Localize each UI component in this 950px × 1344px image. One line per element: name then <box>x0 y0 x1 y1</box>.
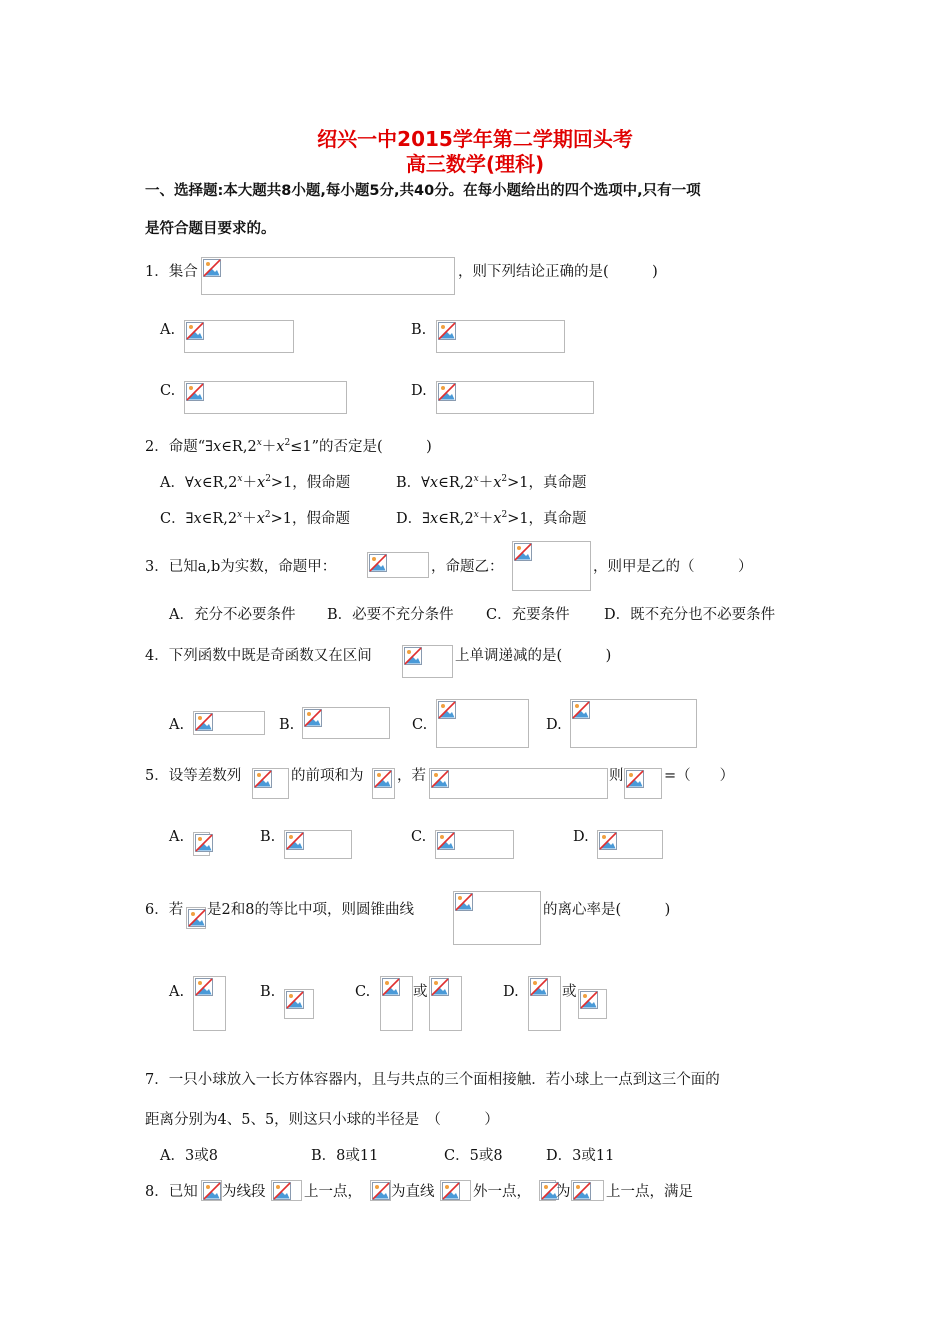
section-header-line1: 一、选择题:本大题共8小题,每小题5分,共40分。在每小题给出的四个选项中,只有一项 <box>145 183 701 199</box>
broken-image-icon <box>195 834 213 852</box>
q7-option-d: D．3或11 <box>546 1148 615 1164</box>
q6-option-d-label: D. <box>503 984 519 1000</box>
q5-mid2: ，若 <box>397 768 426 784</box>
q6-prefix: 6．若 <box>145 902 184 918</box>
q5-option-d-image <box>597 830 663 859</box>
q5-option-a-label: A. <box>169 829 185 845</box>
broken-image-icon <box>254 770 272 788</box>
q2-option-d: D．$\exists x\in R,2^x+x^2>1$，真命题 <box>396 510 587 527</box>
q2-option-b: B．$\forall x\in R,2^x+x^2>1$，真命题 <box>396 474 587 491</box>
q5-sequence-image <box>252 768 289 799</box>
broken-image-icon <box>186 383 204 401</box>
broken-image-icon <box>374 770 392 788</box>
q5-mid1: 的前项和为 <box>291 768 364 784</box>
q4-suffix: 上单调递减的是( ) <box>455 648 612 664</box>
broken-image-icon <box>286 991 304 1009</box>
q8-line-image <box>440 1180 471 1201</box>
q1-option-d-image <box>436 381 594 414</box>
broken-image-icon <box>203 259 221 277</box>
document-subtitle: 高三数学(理科) <box>405 152 545 176</box>
q3-proposition-a-image <box>367 552 429 578</box>
q8-segment-image <box>271 1180 302 1201</box>
q3-proposition-b-image <box>512 541 591 591</box>
q1-option-b-label: B. <box>411 322 427 338</box>
broken-image-icon <box>455 893 473 911</box>
q3-suffix: ，则甲是乙的（ ） <box>593 559 753 575</box>
broken-image-icon <box>573 1182 591 1200</box>
q5-sum-image <box>372 768 395 799</box>
broken-image-icon <box>514 543 532 561</box>
q8-part3: 为直线 <box>391 1184 435 1200</box>
q4-option-b-image <box>302 707 390 739</box>
q6-option-c-label: C. <box>355 984 371 1000</box>
broken-image-icon <box>195 978 213 996</box>
q1-prefix: 1．集合 <box>145 264 198 280</box>
q3-option-b: B．必要不充分条件 <box>327 607 454 623</box>
broken-image-icon <box>195 713 213 731</box>
q6-option-b-image <box>284 989 314 1019</box>
q6-option-d-image1 <box>528 976 561 1031</box>
q5-option-d-label: D. <box>573 829 589 845</box>
q2-option-c: C．$\exists x\in R,2^x+x^2>1$，假命题 <box>160 510 351 527</box>
broken-image-icon <box>304 709 322 727</box>
broken-image-icon <box>442 1182 460 1200</box>
q8-prefix: 8．已知 <box>145 1184 198 1200</box>
broken-image-icon <box>438 322 456 340</box>
q7-option-c: C．5或8 <box>444 1148 503 1164</box>
q1-option-b-image <box>436 320 565 353</box>
q4-interval-image <box>402 645 453 678</box>
broken-image-icon <box>599 832 617 850</box>
q3-prefix: 3．已知a,b为实数，命题甲： <box>145 559 337 575</box>
q5-option-a-image <box>193 832 210 856</box>
q6-option-d-or: 或 <box>562 984 577 1000</box>
q8-point-image2 <box>370 1180 391 1201</box>
q7-line2: 距离分别为4、5、5，则这只小球的半径是 （ ） <box>145 1112 499 1128</box>
q1-formula-image <box>201 257 455 295</box>
document-title: 绍兴一中2015学年第二学期回头考 <box>317 127 633 151</box>
q6-option-c-or: 或 <box>413 984 428 1000</box>
q4-prefix: 4．下列函数中既是奇函数又在区间 <box>145 648 372 664</box>
q4-option-c-image <box>436 699 529 748</box>
broken-image-icon <box>438 701 456 719</box>
q4-option-d-label: D. <box>546 717 562 733</box>
broken-image-icon <box>580 991 598 1009</box>
broken-image-icon <box>372 1182 390 1200</box>
q1-option-d-label: D. <box>411 383 427 399</box>
q3-middle: ，命题乙： <box>431 559 504 575</box>
broken-image-icon <box>286 832 304 850</box>
q1-option-a-image <box>184 320 294 353</box>
q5-option-c-image <box>435 830 514 859</box>
q1-option-a-label: A. <box>160 322 176 338</box>
broken-image-icon <box>273 1182 291 1200</box>
broken-image-icon <box>404 647 422 665</box>
q8-part6: 上一点，满足 <box>606 1184 693 1200</box>
q8-point-image1 <box>201 1180 222 1201</box>
broken-image-icon <box>530 978 548 996</box>
q1-option-c-image <box>184 381 347 414</box>
q8-part4: 外一点， <box>473 1184 531 1200</box>
broken-image-icon <box>369 554 387 572</box>
q2-stem: 2．命题“$\exists x\in R,2^x+x^2\le 1$”的否定是( ) <box>145 438 432 455</box>
q6-option-a-image <box>193 976 226 1031</box>
q8-segment-image2 <box>571 1180 604 1201</box>
broken-image-icon <box>186 322 204 340</box>
q5-option-b-image <box>284 830 352 859</box>
q6-option-c-image1 <box>380 976 413 1031</box>
q5-prefix: 5．设等差数列 <box>145 768 242 784</box>
q8-part5: 为 <box>556 1184 571 1200</box>
q5-suffix: =（ ） <box>664 768 735 784</box>
q3-option-c: C．充要条件 <box>486 607 570 623</box>
broken-image-icon <box>431 978 449 996</box>
q6-conic-image <box>453 891 541 945</box>
q5-condition-image <box>429 768 608 799</box>
q5-target-image <box>624 768 662 799</box>
q6-suffix: 的离心率是( ) <box>543 902 671 918</box>
q4-option-c-label: C. <box>412 717 428 733</box>
q7-option-b: B．8或11 <box>311 1148 379 1164</box>
broken-image-icon <box>203 1182 221 1200</box>
q2-option-a: A．$\forall x\in R,2^x+x^2>1$，假命题 <box>160 474 351 491</box>
q8-point-image3 <box>539 1180 556 1201</box>
q4-option-a-label: A. <box>169 717 185 733</box>
broken-image-icon <box>431 770 449 788</box>
q4-option-d-image <box>570 699 697 748</box>
broken-image-icon <box>188 909 206 927</box>
q7-option-a: A．3或8 <box>160 1148 218 1164</box>
q1-suffix: ，则下列结论正确的是( ) <box>458 264 658 280</box>
q4-option-b-label: B. <box>279 717 295 733</box>
q8-part2: 上一点， <box>304 1184 362 1200</box>
q6-option-c-image2 <box>429 976 462 1031</box>
section-header-line2: 是符合题目要求的。 <box>145 221 276 237</box>
q6-option-d-image2 <box>578 989 607 1019</box>
q6-option-a-label: A. <box>169 984 185 1000</box>
q6-variable-image <box>186 907 206 929</box>
q3-option-a: A．充分不必要条件 <box>169 607 296 623</box>
q3-option-d: D．既不充分也不必要条件 <box>604 607 776 623</box>
q8-part1: 为线段 <box>222 1184 266 1200</box>
q5-mid3: 则 <box>609 768 624 784</box>
q6-middle: 是2和8的等比中项，则圆锥曲线 <box>207 902 414 918</box>
broken-image-icon <box>572 701 590 719</box>
q5-option-c-label: C. <box>411 829 427 845</box>
broken-image-icon <box>626 770 644 788</box>
q4-option-a-image <box>193 711 265 735</box>
q7-line1: 7．一只小球放入一长方体容器内，且与共点的三个面相接触．若小球上一点到这三个面的 <box>145 1072 720 1088</box>
q6-option-b-label: B. <box>260 984 276 1000</box>
broken-image-icon <box>437 832 455 850</box>
q1-option-c-label: C. <box>160 383 176 399</box>
q5-option-b-label: B. <box>260 829 276 845</box>
broken-image-icon <box>438 383 456 401</box>
broken-image-icon <box>382 978 400 996</box>
